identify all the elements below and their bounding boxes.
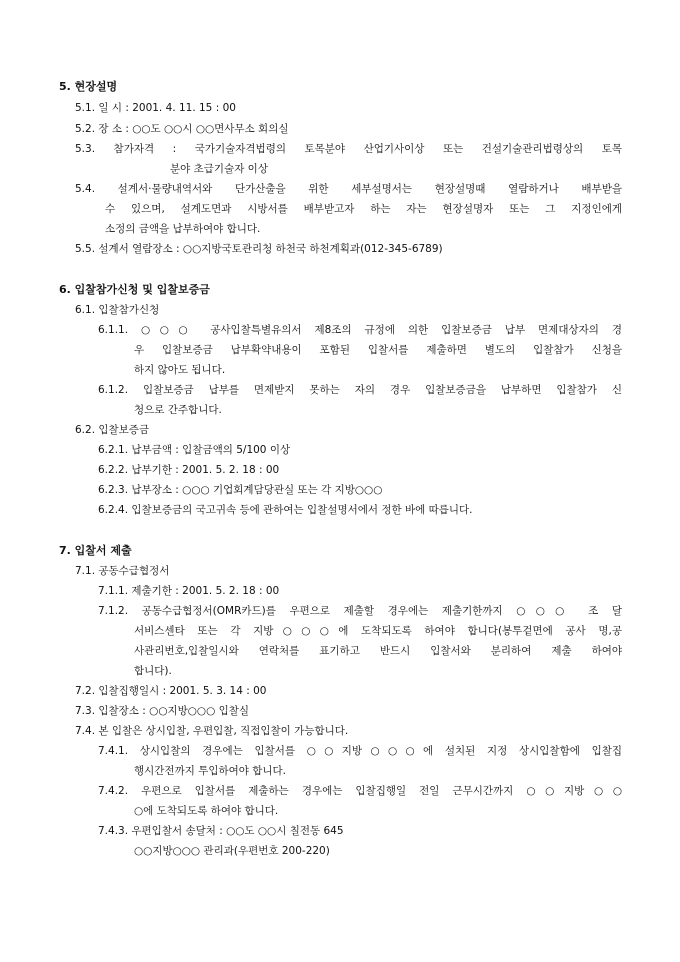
item-5-2: 5.2. 장 소 : ○○도 ○○시 ○○면사무소 회의실	[75, 123, 289, 135]
section-7-heading: 7. 입찰서 제출	[59, 544, 132, 557]
item-7-4-2: 7.4.2. 우편으로 입찰서를 제출하는 경우에는 입찰집행일 전일 근무시간까지 ○○지방○○	[98, 785, 622, 797]
item-7-4-3: 7.4.3. 우편입찰서 송달처 : ○○도 ○○시 칠전동 645	[98, 825, 344, 837]
item-6-2-3: 6.2.3. 납부장소 : ○○○ 기업회계담당관실 또는 각 지방○○○	[98, 484, 383, 496]
item-7-4-3-cont: ○○지방○○○ 관리과(우편번호 200-220)	[134, 845, 330, 857]
item-6-2-2: 6.2.2. 납부기한 : 2001. 5. 2. 18 : 00	[98, 464, 280, 476]
item-6-1-2: 6.1.2. 입찰보증금 납부를 면제받지 못하는 자의 경우 입찰보증금을 납부하면 입찰참가 신	[98, 384, 622, 396]
item-6-1-2-cont: 청으로 간주합니다.	[134, 404, 222, 416]
item-7-1-1: 7.1.1. 제출기한 : 2001. 5. 2. 18 : 00	[98, 585, 280, 597]
item-5-3-cont: 분야 초급기술자 이상	[170, 163, 268, 175]
item-7-1-2-cont-3: 합니다).	[134, 665, 172, 677]
item-5-4-cont-1: 수 있으며, 설계도면과 시방서를 배부받고자 하는 자는 현장설명자 또는 그 지정인에게	[105, 203, 622, 215]
section-5-heading: 5. 현장설명	[59, 80, 118, 93]
item-5-5: 5.5. 설계서 열람장소 : ○○지방국토관리청 하천국 하천계획과(012-345-6789)	[75, 243, 443, 255]
item-6-2-1: 6.2.1. 납부금액 : 입찰금액의 5/100 이상	[98, 444, 291, 456]
item-7-3: 7.3. 입찰장소 : ○○지방○○○ 입찰실	[75, 705, 250, 717]
item-7-1-2-cont-1: 서비스센타 또는 각 지방○○○에 도착되도록 하여야 합니다(봉투겉면에 공사 명,공	[134, 625, 622, 637]
item-6-2-4: 6.2.4. 입찰보증금의 국고귀속 등에 관하여는 입찰설명서에서 정한 바에 따릅니다.	[98, 504, 473, 516]
item-6-1-1: 6.1.1. ○○○ 공사입찰특별유의서 제8조의 규정에 의한 입찰보증금 납부 면제대상자의 경	[98, 324, 622, 336]
item-5-1: 5.1. 일 시 : 2001. 4. 11. 15 : 00	[75, 102, 236, 114]
item-7-4: 7.4. 본 입찰은 상시입찰, 우편입찰, 직접입찰이 가능합니다.	[75, 725, 349, 737]
item-6-1-1-cont-1: 우 입찰보증금 납부확약내용이 포함된 입찰서를 제출하면 별도의 입찰참가 신청을	[134, 344, 622, 356]
item-7-2: 7.2. 입찰집행일시 : 2001. 5. 3. 14 : 00	[75, 685, 267, 697]
item-7-4-1-cont: 행시간전까지 투입하여야 합니다.	[134, 765, 287, 777]
item-7-1-2: 7.1.2. 공동수급협정서(OMR카드)를 우편으로 제출할 경우에는 제출기한까지 ○○○ 조 달	[98, 605, 622, 617]
item-5-3: 5.3. 참가자격 : 국가기술자격법령의 토목분야 산업기사이상 또는 건설기술관리법령상의 토목	[75, 143, 622, 155]
item-6-1: 6.1. 입찰참가신청	[75, 304, 160, 316]
item-5-4-cont-2: 소정의 금액을 납부하여야 합니다.	[105, 223, 261, 235]
section-6-heading: 6. 입찰참가신청 및 입찰보증금	[59, 283, 210, 296]
item-7-4-2-cont: ○에 도착되도록 하여야 합니다.	[134, 805, 279, 817]
item-6-2: 6.2. 입찰보증금	[75, 424, 150, 436]
item-5-4: 5.4. 설계서·물량내역서와 단가산출을 위한 세부설명서는 현장설명때 열람하거나 배부받을	[75, 183, 622, 195]
item-7-1: 7.1. 공동수급협정서	[75, 565, 170, 577]
item-7-1-2-cont-2: 사관리번호,입찰일시와 연락처를 표기하고 반드시 입찰서와 분리하여 제출 하여야	[134, 645, 622, 657]
item-6-1-1-cont-2: 하지 않아도 됩니다.	[134, 364, 226, 376]
item-7-4-1: 7.4.1. 상시입찰의 경우에는 입찰서를 ○○지방○○○에 설치된 지정 상시입찰함에 입찰집	[98, 745, 622, 757]
